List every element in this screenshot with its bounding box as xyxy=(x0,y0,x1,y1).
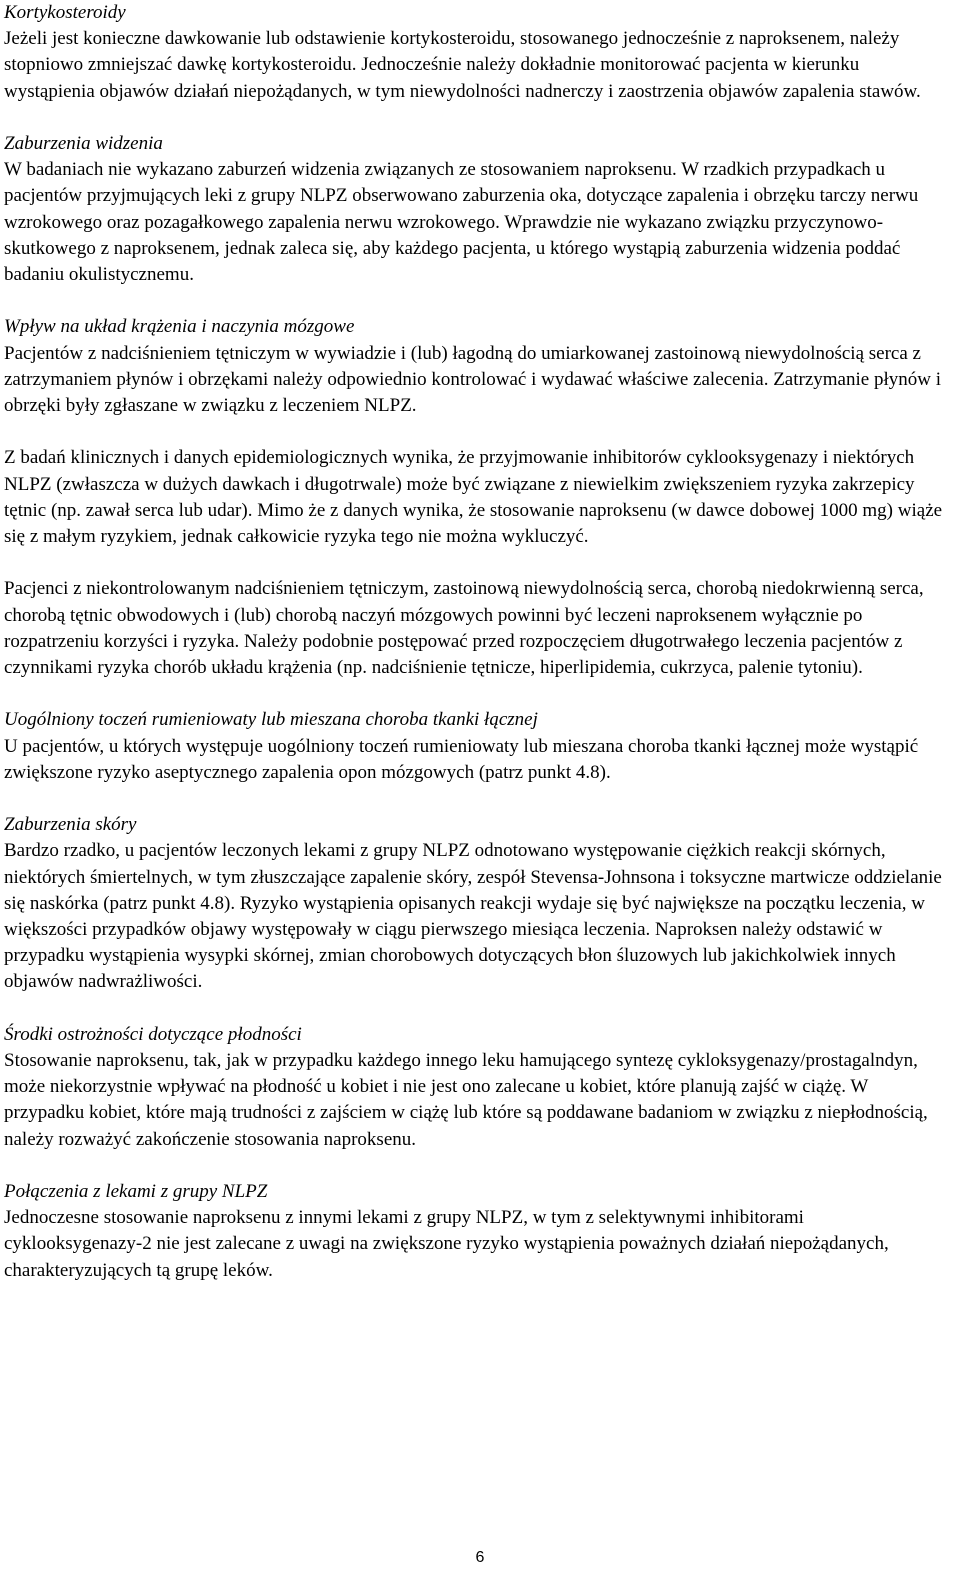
section-uklad-krazenia xyxy=(4,314,944,681)
section-paragraph: W badaniach nie wykazano zaburzeń widzenia związanych ze stosowaniem naproksenu. W rzadkich przypadkach u pacjentów przyjmujących leki z grupy NLPZ obserwowano zaburzenia oka, dotyczące zapalenia i obrzęku tarczy nerwu wzrokowego oraz pozagałkowego zapalenia nerwu wzrokowego. Wprawdzie nie wykazano związku przyczynowo-skutkowego z naproksenem, jednak zaleca się, aby każdego pacjenta, u którego wystąpią zaburzenia widzenia poddać badaniu okulistycznemu. xyxy=(4,159,919,286)
section-heading: Wpływ na układ krążenia i naczynia mózgowe xyxy=(4,316,355,338)
spacer xyxy=(4,550,944,576)
section-paragraph: Stosowanie naproksenu, tak, jak w przypadku każdego innego leku hamującego syntezę cykloksygenazy/prostagalndyn, może niekorzystnie wpływać na płodność u kobiet i nie jest ono zalecane u kobiet, które planują zajść w ciążę. W przypadku kobiet, które mają trudności z zajściem w ciążę lub które są poddawane badaniom w związku z niepłodnością, należy rozważyć zakończenie stosowania naproksenu. xyxy=(4,1050,928,1150)
section-paragraph: Pacjentów z nadciśnieniem tętniczym w wywiadzie i (lub) łagodną do umiarkowanej zastoinową niewydolnością serca z zatrzymaniem płynów i obrzękami należy odpowiednio kontrolować i wydawać właściwe zalecenia. Zatrzymanie płynów i obrzęki były zgłaszane w związku z leczeniem NLPZ. xyxy=(4,342,941,417)
spacer xyxy=(4,681,944,707)
spacer xyxy=(4,786,944,812)
spacer xyxy=(4,1153,944,1179)
section-paragraph: U pacjentów, u których występuje uogólniony toczeń rumieniowaty lub mieszana choroba tkanki łącznej może wystąpić zwiększone ryzyko aseptycznego zapalenia opon mózgowych (patrz punkt 4.8). xyxy=(4,735,919,783)
section-heading: Połączenia z lekami z grupy NLPZ xyxy=(4,1181,268,1203)
document-page xyxy=(4,0,944,1284)
spacer xyxy=(4,996,944,1022)
section-zaburzenia-widzenia xyxy=(4,131,944,288)
spacer xyxy=(4,419,944,445)
section-paragraph: Jednoczesne stosowanie naproksenu z innymi lekami z grupy NLPZ, w tym z selektywnymi inhibitorami cyklooksygenazy-2 nie jest zalecane z uwagi na zwiększone ryzyko wystąpienia poważnych działań niepożądanych, charakteryzujących tą grupę leków. xyxy=(4,1207,889,1281)
section-kortykosteroidy xyxy=(4,0,944,105)
section-heading: Uogólniony toczeń rumieniowaty lub mieszana choroba tkanki łącznej xyxy=(4,709,538,731)
section-plodnosc xyxy=(4,1022,944,1153)
section-polaczenia-nlpz xyxy=(4,1179,944,1284)
section-heading: Zaburzenia widzenia xyxy=(4,133,163,154)
section-toczen xyxy=(4,707,944,786)
section-heading: Środki ostrożności dotyczące płodności xyxy=(4,1023,302,1045)
section-zaburzenia-skory xyxy=(4,812,944,995)
spacer xyxy=(4,105,944,131)
page-number: 6 xyxy=(475,1549,485,1566)
section-paragraph: Pacjenci z niekontrolowanym nadciśnieniem tętniczym, zastoinową niewydolnością serca, chorobą niedokrwienną serca, chorobą tętnic obwodowych i (lub) chorobą naczyń mózgowych powinni być leczeni naproksenem wyłącznie po rozpatrzeniu korzyści i ryzyka. Należy podobnie postępować przed rozpoczęciem długotrwałego leczenia pacjentów z czynnikami ryzyka chorób układu krążenia (np. nadciśnienie tętnicze, hiperlipidemia, cukrzyca, palenie tytoniu). xyxy=(4,578,924,679)
section-paragraph: Z badań klinicznych i danych epidemiologicznych wynika, że przyjmowanie inhibitorów cyklooksygenazy i niektórych NLPZ (zwłaszcza w dużych dawkach i długotrwale) może być związane z niewielkim zwiększeniem ryzyka zakrzepicy tętnic (np. zawał serca lub udar). Mimo że z danych wynika, że stosowanie naproksenu (w dawce dobowej 1000 mg) wiąże się z małym ryzykiem, jednak całkowicie ryzyka tego nie można wykluczyć. xyxy=(4,447,943,548)
section-paragraph: Jeżeli jest konieczne dawkowanie lub odstawienie kortykosteroidu, stosowanego jednocześnie z naproksenem, należy stopniowo zmniejszać dawkę kortykosteroidu. Jednocześnie należy dokładnie monitorować pacjenta w kierunku wystąpienia objawów działań niepożądanych, w tym niewydolności nadnerczy i zaostrzenia objawów zapalenia stawów. xyxy=(4,28,921,102)
spacer xyxy=(4,288,944,314)
section-paragraph: Bardzo rzadko, u pacjentów leczonych lekami z grupy NLPZ odnotowano występowanie ciężkich reakcji skórnych, niektórych śmiertelnych, w tym złuszczające zapalenie skóry, zespół Stevensa-Johnsona i toksyczne martwicze oddzielanie się naskórka (patrz punkt 4.8). Ryzyko wystąpienia opisanych reakcji wydaje się być największe na początku leczenia, w większości przypadków objawy występowały w ciągu pierwszego miesiąca leczenia. Naproksen należy odstawić w przypadku wystąpienia wysypki skórnej, zmian chorobowych dotyczących błon śluzowych lub jakichkolwiek innych objawów nadwrażliwości. xyxy=(4,840,942,993)
section-heading: Kortykosteroidy xyxy=(4,2,126,23)
section-heading: Zaburzenia skóry xyxy=(4,814,137,836)
